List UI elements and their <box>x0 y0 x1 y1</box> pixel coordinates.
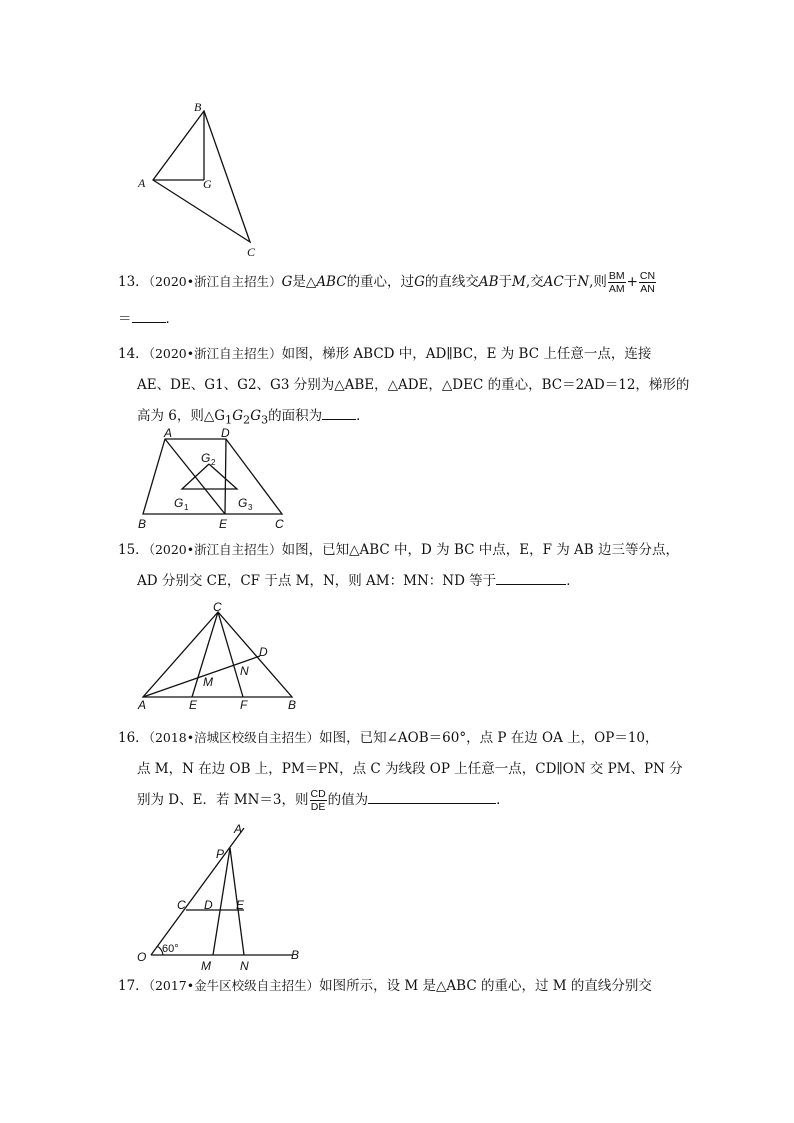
label-n: N <box>240 959 249 973</box>
label-g3: G <box>238 496 248 510</box>
question-number: 13． <box>118 274 149 290</box>
subscript: 2 <box>243 413 251 427</box>
question-number: 15． <box>118 542 149 558</box>
text: ABC <box>316 274 347 290</box>
fraction-denominator: DE <box>310 801 326 813</box>
trapezoid-abcd <box>143 439 282 514</box>
label-a: A <box>138 698 147 712</box>
label-c: C <box>275 517 284 531</box>
answer-blank <box>368 789 496 804</box>
label-d: D <box>204 898 213 912</box>
text: AD 分别交 CE，CF 于点 M，N，则 AM：MN：ND 等于 <box>137 573 497 589</box>
label-a: A <box>234 822 243 836</box>
segment-pm <box>213 848 230 955</box>
label-angle-60: 60° <box>162 943 179 955</box>
text: 于 <box>563 274 578 290</box>
text: ． <box>356 408 370 424</box>
figure-triangle-medians-svg <box>130 598 305 716</box>
question-source: （2017•金牛区校级自主招生） <box>148 978 320 993</box>
text: 是△ <box>292 274 317 290</box>
text: 高为 6，则△G <box>137 408 226 424</box>
text: G <box>414 274 425 290</box>
question-number: 16． <box>118 730 149 746</box>
text: N <box>577 274 590 290</box>
question-14-line-2: AE、DE、G1、G2、G3 分别为△ABE，△ADE，△DEC 的重心，BC＝2AD＝12，梯形的 <box>137 377 690 393</box>
fraction-numerator: CD <box>310 788 326 800</box>
question-15-line-1 <box>118 534 678 566</box>
text: G <box>281 274 293 290</box>
text: AB <box>478 274 499 290</box>
question-14 <box>118 338 690 436</box>
figure-trapezoid-svg <box>130 428 300 532</box>
label-g3-sub: 3 <box>248 503 253 512</box>
question-13-line-1 <box>118 266 678 298</box>
text: 的重心，过 <box>346 274 415 290</box>
label-e: E <box>236 898 245 912</box>
triangle-abc <box>143 612 292 697</box>
fraction-cd-de <box>310 788 327 813</box>
figure-triangle-svg <box>130 98 270 263</box>
label-p: P <box>216 847 225 861</box>
subscript: 1 <box>225 413 233 427</box>
text: 的面积为 <box>268 408 323 424</box>
fraction-denominator: AN <box>640 283 655 295</box>
label-c: C <box>213 600 222 614</box>
label-g1: G <box>174 496 184 510</box>
label-n: N <box>240 664 249 678</box>
text: 如图所示，设 M 是△ABC 的重心，过 M 的直线分别交 <box>319 978 652 994</box>
text: 的值为 <box>327 792 369 808</box>
text: 如图，梯形 ABCD 中，AD∥BC，E 为 BC 上任意一点，连接 <box>281 346 652 362</box>
text: G <box>232 408 244 424</box>
label-d: D <box>221 426 230 440</box>
fraction-cn-an <box>639 270 656 295</box>
segment-de <box>225 439 226 514</box>
fraction-numerator: BM <box>608 270 625 282</box>
question-16 <box>118 722 683 816</box>
label-b: B <box>288 698 297 712</box>
figure-triangle-abc-g <box>130 98 270 263</box>
question-number: 14． <box>118 346 149 362</box>
question-source: （2020•浙江自主招生） <box>148 346 282 361</box>
equals-sign: ＝ <box>118 311 132 327</box>
question-15-line-2 <box>118 566 678 597</box>
text: ． <box>496 792 510 808</box>
label-b: B <box>194 100 202 114</box>
text: G <box>250 408 261 424</box>
label-o: O <box>137 950 147 964</box>
text: ,则 <box>589 274 607 290</box>
fraction-denominator: AM <box>608 283 625 295</box>
label-d: D <box>259 645 268 659</box>
question-17 <box>118 970 678 1002</box>
text: 如图，已知△ABC 中，D 为 BC 中点，E，F 为 AB 边三等分点， <box>281 542 680 558</box>
text: ． <box>566 573 580 589</box>
text: ,交 <box>525 274 544 290</box>
text: 如图，已知∠AOB＝60°，点 P 在边 OA 上，OP＝10， <box>319 730 659 746</box>
question-source: （2018•涪城区校级自主招生） <box>148 730 320 745</box>
label-g2-sub: 2 <box>211 458 216 467</box>
question-16-line-2: 点 M，N 在边 OB 上，PM＝PN，点 C 为线段 OP 上任意一点，CD∥ON 交 PM、PN 分 <box>137 761 683 777</box>
label-m: M <box>203 675 213 689</box>
question-13 <box>118 266 678 335</box>
label-a: A <box>138 176 146 190</box>
question-number: 17． <box>118 978 149 994</box>
figure-angle-aob <box>132 820 322 973</box>
label-e: E <box>189 698 198 712</box>
question-16-line-1 <box>118 722 678 754</box>
question-source: （2020•浙江自主招生） <box>148 542 282 557</box>
label-g: G <box>203 177 212 191</box>
figure-angle-aob-svg <box>132 820 322 973</box>
triangle-g1g2g3 <box>182 464 237 489</box>
label-b: B <box>138 517 147 531</box>
figure-trapezoid <box>130 428 300 532</box>
figure-triangle-medians <box>130 598 305 716</box>
triangle-abc <box>153 111 250 242</box>
label-a: A <box>164 426 173 440</box>
subscript: 3 <box>260 413 269 427</box>
answer-blank <box>132 308 166 323</box>
answer-blank <box>496 570 566 585</box>
label-b: B <box>291 948 300 962</box>
label-g2: G <box>201 451 211 465</box>
text: 的直线交 <box>424 274 479 290</box>
label-m: M <box>201 959 211 973</box>
question-source: （2020•浙江自主招生） <box>148 274 282 289</box>
label-c: C <box>247 245 256 259</box>
text: 别为 D、E．若 MN＝3，则 <box>137 792 309 808</box>
segment-cf <box>218 612 243 697</box>
label-f: F <box>240 698 248 712</box>
fraction-numerator: CN <box>639 270 656 282</box>
text: M <box>512 274 526 290</box>
question-14-line-1 <box>118 338 678 370</box>
label-e: E <box>219 517 228 531</box>
text: ． <box>165 311 179 327</box>
plus-sign: + <box>626 274 638 290</box>
label-g1-sub: 1 <box>184 503 189 512</box>
text: 于 <box>498 274 513 290</box>
question-15 <box>118 534 678 597</box>
fraction-bm-am <box>608 270 626 295</box>
label-c: C <box>177 898 186 912</box>
question-13-line-2 <box>118 304 678 335</box>
answer-blank <box>322 405 356 420</box>
text: AC <box>543 274 564 290</box>
question-17-line-1 <box>118 970 678 1002</box>
ray-oa <box>151 828 244 955</box>
question-16-line-3 <box>118 785 678 816</box>
